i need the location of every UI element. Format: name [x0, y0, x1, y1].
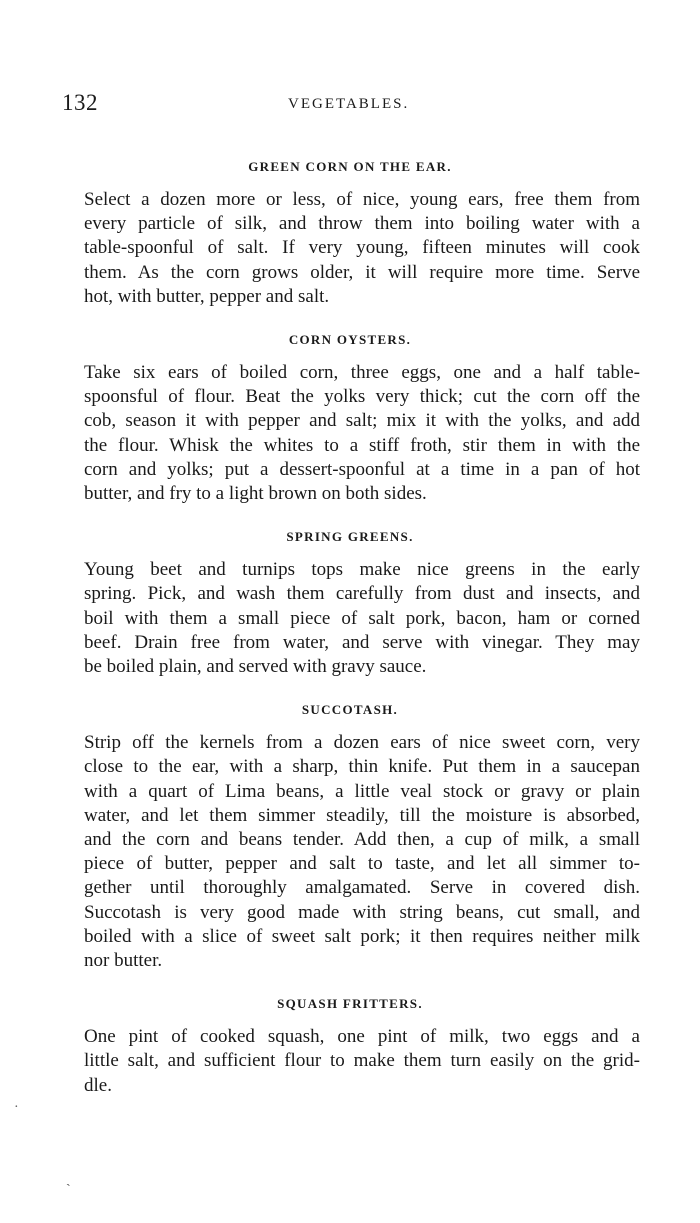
text-line: gether until thoroughly amalgamated. Serve in covered dish.	[84, 877, 640, 899]
recipe-title: SUCCOTASH.	[301, 702, 399, 718]
recipe-succotash	[60, 701, 640, 973]
text-line: hot, with butter, pepper and salt.	[84, 285, 330, 307]
text-line: corn and yolks; put a dessert-spoonful at a time in a pan of hot	[84, 458, 640, 480]
text-line: water, and let them simmer steadily, till the moisture is absorbed,	[84, 804, 640, 826]
text-line: spoonsful of flour. Beat the yolks very thick; cut the corn off the	[84, 386, 640, 408]
text-line: One pint of cooked squash, one pint of milk, two eggs and a	[84, 1026, 640, 1048]
text-line: be boiled plain, and served with gravy sauce.	[84, 656, 427, 678]
recipe-corn-oysters	[60, 331, 640, 506]
text-line: every particle of silk, and throw them into boiling water with a	[84, 213, 640, 235]
text-line: boiled with a slice of sweet salt pork; it then requires neither milk	[84, 925, 640, 947]
recipe-text	[60, 1025, 640, 1098]
text-line: them. As the corn grows older, it will require more time. Serve	[84, 261, 640, 283]
recipe-text	[60, 361, 640, 506]
recipe-squash-fritters	[60, 995, 640, 1098]
text-line: Young beet and turnips tops make nice greens in the early	[84, 559, 640, 581]
text-line: Succotash is very good made with string beans, cut small, and	[84, 901, 640, 923]
recipe-text	[60, 558, 640, 679]
text-line: and the corn and beans tender. Add then, a cup of milk, a small	[84, 829, 640, 851]
recipe-text	[60, 731, 640, 973]
text-line: little salt, and sufficient flour to make them turn easily on the grid-	[84, 1050, 640, 1072]
recipe-title: GREEN CORN ON THE EAR.	[248, 159, 452, 174]
recipe-green-corn	[60, 158, 640, 309]
running-head: VEGETABLES.	[288, 96, 410, 112]
text-line: close to the ear, with a sharp, thin knife. Put them in a saucepan	[84, 756, 640, 778]
recipe-spring-greens	[60, 528, 640, 679]
text-line: cob, season it with pepper and salt; mix it with the yolks, and add	[84, 410, 640, 432]
text-line: spring. Pick, and wash them carefully from dust and insects, and	[84, 583, 640, 605]
recipe-text	[60, 188, 640, 309]
text-line: Take six ears of boiled corn, three eggs, one and a half table-	[84, 362, 640, 384]
page-blemish-mark: ·	[14, 1100, 19, 1115]
text-line: dle.	[84, 1074, 112, 1096]
text-line: Select a dozen more or less, of nice, young ears, free them from	[84, 189, 640, 210]
page-blemish-mark: ˏ	[66, 1172, 71, 1187]
page-body	[60, 158, 640, 1120]
recipe-title: SPRING GREENS.	[286, 529, 414, 545]
page-number: 132	[62, 90, 98, 115]
text-line: Strip off the kernels from a dozen ears of nice sweet corn, very	[84, 732, 640, 754]
text-line: boil with them a small piece of salt pork, bacon, ham or corned	[84, 607, 640, 629]
text-line: the flour. Whisk the whites to a stiff froth, stir them in with the	[84, 434, 640, 456]
text-line: piece of butter, pepper and salt to taste, and let all simmer to-	[84, 853, 640, 875]
text-line: butter, and fry to a light brown on both sides.	[84, 483, 427, 505]
text-line: nor butter.	[84, 950, 163, 972]
recipe-title: CORN OYSTERS.	[288, 332, 412, 348]
recipe-title: SQUASH FRITTERS.	[277, 996, 423, 1012]
text-line: beef. Drain free from water, and serve with vinegar. They may	[84, 631, 640, 653]
text-line: with a quart of Lima beans, a little veal stock or gravy or plain	[84, 780, 640, 802]
text-line: table-spoonful of salt. If very young, fifteen minutes will cook	[84, 237, 640, 259]
